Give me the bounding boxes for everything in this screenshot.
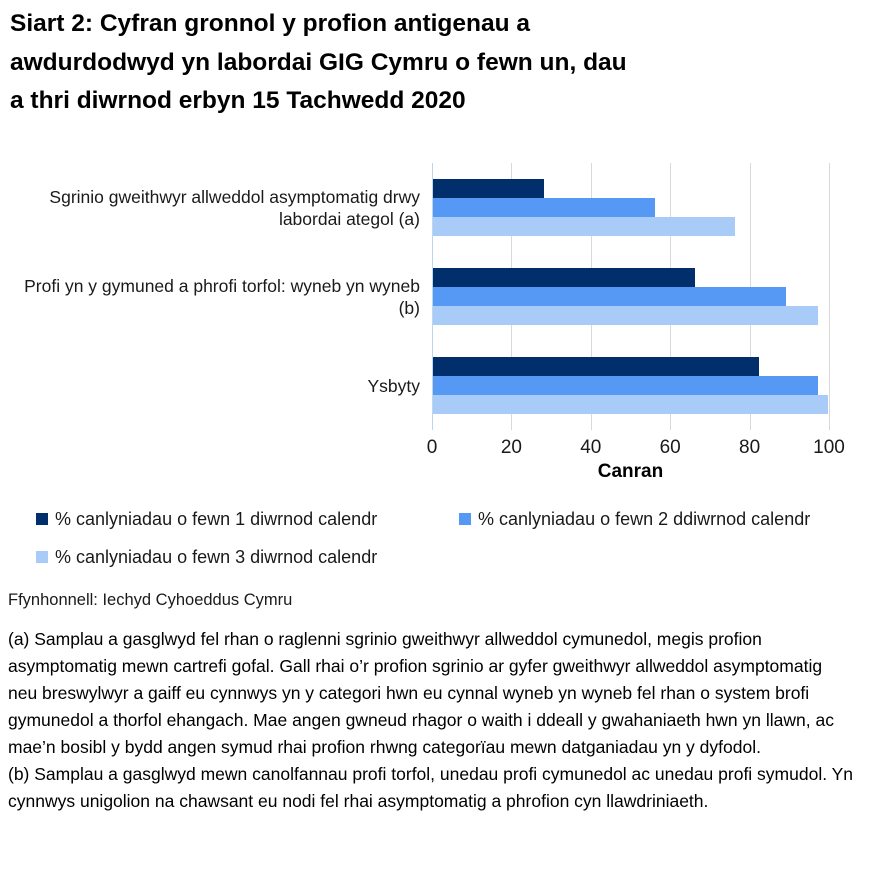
x-tick-label: 100 [813,437,845,458]
legend-item-1 [36,507,377,531]
footnotes [8,626,856,815]
bar-series-3 [433,306,818,325]
category-label: Ysbyty [367,375,420,396]
legend-label: % canlyniadau o fewn 1 diwrnod calendr [55,508,378,529]
x-tick-label: 80 [739,437,761,458]
legend-label: % canlyniadau o fewn 2 ddiwrnod calendr [478,508,811,529]
legend-swatch-icon [36,513,48,525]
plot-area [432,163,829,430]
x-axis-title: Canran [597,461,664,482]
bar-series-2 [433,376,818,395]
legend-item-3 [36,545,377,569]
chart-title-line-2: awdurdodwyd yn labordai GIG Cymru o fewn un, dau [10,48,627,76]
bar-series-3 [433,217,735,236]
category-label: Sgrinio gweithwyr allweddol asymptomatig drwy labordai ategol (a) [49,186,420,229]
bar-series-1 [433,179,544,198]
legend-swatch-icon [36,551,48,563]
bar-series-2 [433,287,786,306]
legend-item-2 [459,507,810,531]
chart-title-line-1: Siart 2: Cyfran gronnol y profion antigenau a [10,10,530,37]
legend-label: % canlyniadau o fewn 3 diwrnod calendr [55,546,378,567]
x-tick-label: 0 [426,437,438,458]
chart-title-line-3: a thri diwrnod erbyn 15 Tachwedd 2020 [10,87,466,114]
x-tick-label: 20 [500,437,522,458]
x-tick-label: 40 [580,437,602,458]
footnote-a: (a) Samplau a gasglwyd fel rhan o raglenni sgrinio gweithwyr allweddol cymunedol, megis profion asymptomatig mewn cartrefi gofal. Gall rhai o’r profion sgrinio ar gyfer gweithwyr allweddol asymptomatig neu breswylwyr a gaiff eu cynnwys yn y categori hwn eu cynnal wyneb yn wyneb fel rhan o system brofi gymunedol a thorfol ehangach. Mae angen gwneud rhagor o waith i ddeall y gwahaniaeth hwn yn llawn, ac mae’n bosibl y bydd angen symud rhai profion rhwng categorïau mewn datganiadau yn y dyfodol. [8,629,834,757]
bar-series-1 [433,268,695,287]
source-note: Ffynhonnell: Iechyd Cyhoeddus Cymru [8,591,293,609]
bar-series-2 [433,198,655,217]
footnote-b: (b) Samplau a gasglwyd mewn canolfannau profi torfol, unedau profi cymunedol ac unedau profi symudol. Yn cynnwys unigolion na chawsant eu nodi fel rhai asymptomatig a phrofion cyn llawdriniaeth. [8,764,854,811]
category-label: Profi yn y gymuned a phrofi torfol: wyneb yn wyneb (b) [24,275,420,318]
legend-swatch-icon [459,513,471,525]
bar-series-3 [433,395,828,414]
x-tick-label: 60 [659,437,681,458]
bar-series-1 [433,357,759,376]
gridline [829,163,830,430]
